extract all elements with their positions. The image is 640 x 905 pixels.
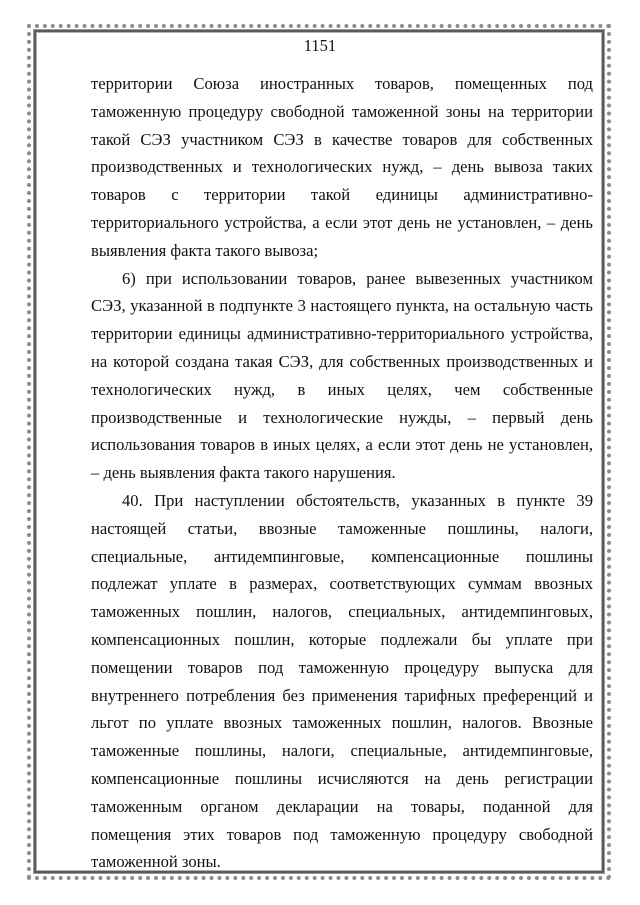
paragraph-subitem-6: 6) при использовании товаров, ранее вывезенных участником СЭЗ, указанной в подпункте 3 настоящего пункта, на остальную часть территории единицы административно-территориального устройства, на которой создана такая СЭЗ, для собственных производственных и технологических нужд, в иных целях, чем собственные производственные и технологические нужды, – первый день использования товаров в иных целях, а если этот день не установлен, – день выявления факта такого нарушения. xyxy=(91,268,593,483)
document-body xyxy=(91,70,593,876)
paragraph-continuation: территории Союза иностранных товаров, помещенных под таможенную процедуру свободной таможенной зоны на территории такой СЭЗ участником СЭЗ в качестве товаров для собственных производственных и технологических нужд, – день вывоза таких товаров с территории такой единицы административно-территориального устройства, а если этот день не установлен, – день выявления факта такого вывоза; xyxy=(91,74,593,260)
paragraph-item-40: 40. При наступлении обстоятельств, указанных в пункте 39 настоящей статьи, ввозные таможенные пошлины, налоги, специальные, антидемпинговые, компенсационные пошлины подлежат уплате в размерах, соответствующих суммам ввозных таможенных пошлин, налогов, специальных, антидемпинговых, компенсационных пошлин, которые подлежали бы уплате при помещении товаров под таможенную процедуру выпуска для внутреннего потребления без применения тарифных преференций и льгот по уплате ввозных таможенных пошлин, налогов. Ввозные таможенные пошлины, налоги, специальные, антидемпинговые, компенсационные пошлины исчисляются на день регистрации таможенным органом декларации на товары, поданной для помещения этих товаров под таможенную процедуру свободной таможенной зоны. xyxy=(91,490,593,872)
page-number: 1151 xyxy=(303,36,337,55)
